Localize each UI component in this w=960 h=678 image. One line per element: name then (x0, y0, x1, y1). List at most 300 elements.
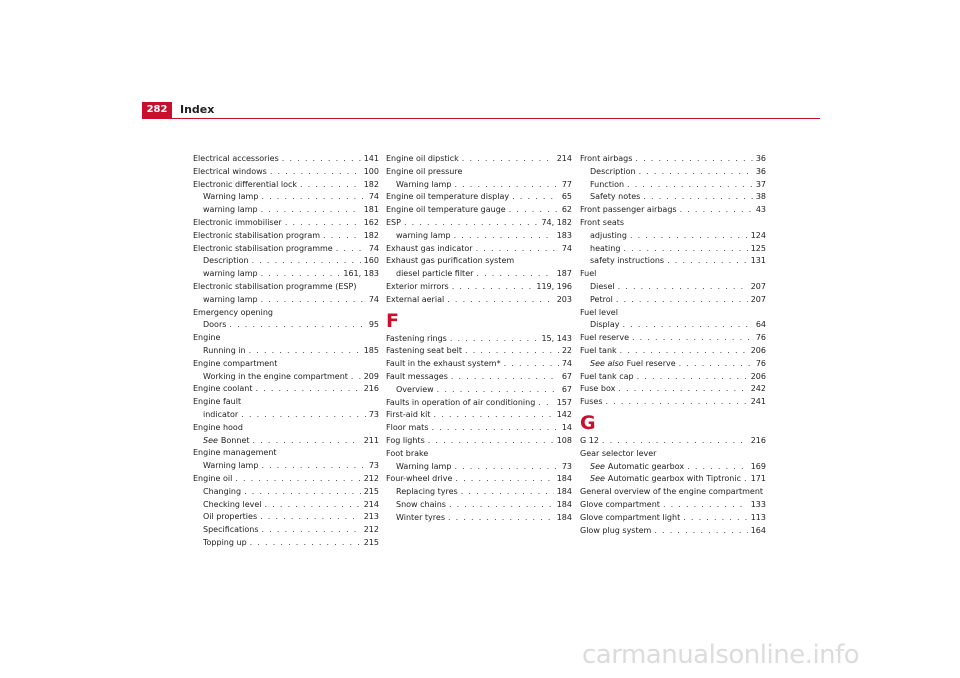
dot-leader (336, 243, 366, 256)
index-entry (386, 294, 572, 307)
entry-page: 142 (556, 410, 572, 420)
index-entry (193, 435, 379, 448)
entry-label: Engine oil (193, 473, 233, 483)
entry-label: Engine hood (193, 422, 243, 432)
entry-label: Engine oil pressure (386, 166, 463, 176)
entry-label: Engine (193, 333, 221, 343)
index-entry (386, 281, 572, 294)
entry-page: 36 (755, 166, 766, 176)
index-entry (193, 294, 379, 307)
entry-label: Running in (203, 345, 246, 355)
entry-page: 185 (363, 345, 379, 355)
dot-leader (623, 243, 747, 256)
dot-leader (404, 217, 538, 230)
dot-leader (351, 371, 361, 384)
entry-label: heating (590, 243, 621, 253)
index-entry (580, 230, 766, 243)
see-reference: See (590, 461, 605, 471)
entry-page: 157 (556, 397, 572, 407)
dot-leader (454, 461, 558, 474)
entry-label: Engine fault (193, 397, 242, 407)
dot-leader (437, 384, 559, 397)
entry-page: 141 (363, 154, 379, 163)
entry-label: Front seats (580, 217, 625, 227)
dot-leader (300, 179, 361, 192)
dot-leader (476, 243, 559, 256)
entry-label: Electronic stabilisation programme (193, 243, 333, 253)
entry-page: 14 (561, 423, 572, 433)
dot-leader (654, 525, 747, 538)
entry-label: Exhaust gas purification system (386, 256, 515, 266)
entry-page: 15, 143 (541, 333, 572, 343)
entry-page: 203 (556, 294, 572, 304)
entry-page: 187 (556, 269, 572, 279)
entry-label: Bonnet (220, 435, 250, 445)
index-entry (580, 179, 766, 192)
dot-leader (635, 153, 752, 166)
entry-page: 182 (363, 230, 379, 240)
dot-leader (450, 333, 539, 346)
page-title: Index (180, 103, 215, 116)
entry-label: Petrol (590, 294, 613, 304)
dot-leader (261, 294, 366, 307)
entry-label: Automatic gearbox (607, 461, 685, 471)
entry-label: Description (203, 256, 249, 266)
index-entry (580, 268, 766, 281)
entry-label: Fuel reserve (626, 358, 676, 368)
entry-label: Engine coolant (193, 384, 253, 394)
index-entry (193, 281, 379, 294)
index-entry (580, 358, 766, 371)
entry-label: Changing (203, 486, 242, 496)
index-column-3 (580, 153, 766, 537)
index-entry (386, 179, 572, 192)
entry-page: 36 (755, 154, 766, 163)
index-entry (193, 179, 379, 192)
entry-label: warning lamp (203, 294, 258, 304)
entry-page: 215 (363, 486, 379, 496)
index-entry (386, 191, 572, 204)
entry-page: 161, 183 (343, 269, 379, 279)
entry-label: Glove compartment light (580, 512, 681, 522)
dot-leader (452, 281, 534, 294)
entry-page: 183 (556, 230, 572, 240)
entry-page: 169 (750, 461, 766, 471)
entry-page: 160 (363, 256, 379, 266)
index-entry (193, 230, 379, 243)
entry-label: Fault messages (386, 371, 448, 381)
index-entry (580, 435, 766, 448)
index-entry (193, 371, 379, 384)
entry-page: 162 (363, 217, 379, 227)
entry-page: 242 (750, 384, 766, 394)
entry-label: Exterior mirrors (386, 281, 449, 291)
index-entry (386, 499, 572, 512)
index-entry (580, 255, 766, 268)
entry-page: 214 (363, 499, 379, 509)
index-entry (580, 166, 766, 179)
entry-label: Emergency opening (193, 307, 273, 317)
entry-label: diesel particle filter (396, 269, 474, 279)
index-entry (386, 153, 572, 166)
entry-page: 67 (561, 371, 572, 381)
index-entry (386, 345, 572, 358)
entry-label: safety instructions (590, 256, 665, 266)
dot-leader (261, 204, 361, 217)
entry-page: 95 (368, 320, 379, 330)
dot-leader (262, 524, 361, 537)
entry-page: 43 (755, 205, 766, 215)
entry-page: 215 (363, 537, 379, 547)
index-entry (193, 345, 379, 358)
entry-page: 73 (368, 461, 379, 471)
entry-page: 206 (750, 371, 766, 381)
dot-leader (447, 294, 554, 307)
dot-leader (683, 512, 748, 525)
entry-page: 213 (363, 512, 379, 522)
entry-page: 74, 182 (541, 217, 572, 227)
entry-page: 100 (363, 166, 379, 176)
index-entry (193, 511, 379, 524)
entry-label: Fastening rings (386, 333, 447, 343)
entry-label: warning lamp (203, 269, 258, 279)
entry-label: Four-wheel drive (386, 474, 453, 484)
dot-leader (250, 537, 361, 550)
dot-leader (255, 383, 360, 396)
entry-page: 209 (363, 371, 379, 381)
entry-page: 133 (750, 499, 766, 509)
header-rule (142, 118, 820, 119)
index-entry (193, 537, 379, 550)
index-entry (193, 460, 379, 473)
index-entry (580, 383, 766, 396)
entry-page: 212 (363, 473, 379, 483)
dot-leader (428, 435, 554, 448)
entry-page: 207 (750, 281, 766, 291)
index-entry (580, 204, 766, 217)
dot-leader (679, 358, 753, 371)
dot-leader (465, 345, 559, 358)
entry-label: Winter tyres (396, 512, 445, 522)
entry-label: Fuel (580, 269, 597, 279)
page-number: 282 (142, 102, 172, 118)
index-entry (193, 383, 379, 396)
index-entry (386, 358, 572, 371)
dot-leader (433, 409, 553, 422)
entry-label: Fuel tank cap (580, 371, 634, 381)
dot-leader (244, 486, 361, 499)
dot-leader (632, 332, 753, 345)
dot-leader (639, 166, 753, 179)
entry-label: Specifications (203, 525, 259, 535)
entry-page: 182 (363, 179, 379, 189)
entry-page: 216 (363, 384, 379, 394)
dot-leader (265, 499, 361, 512)
entry-label: Fastening seat belt (386, 346, 463, 356)
index-entry (193, 409, 379, 422)
dot-leader (253, 435, 361, 448)
entry-page: 212 (363, 525, 379, 535)
entry-page: 124 (750, 230, 766, 240)
index-entry (386, 435, 572, 448)
entry-label: Fault in the exhaust system* (386, 359, 501, 369)
dot-leader (323, 230, 361, 243)
dot-leader (630, 230, 748, 243)
index-entry (193, 204, 379, 217)
index-entry (193, 153, 379, 166)
dot-leader (260, 511, 361, 524)
entry-label: Working in the engine compartment (203, 371, 348, 381)
entry-label: Engine oil temperature display (386, 192, 510, 202)
entry-label: Engine compartment (193, 358, 278, 368)
index-entry (580, 281, 766, 294)
index-entry (386, 409, 572, 422)
entry-label: G 12 (580, 435, 599, 445)
dot-leader (454, 230, 554, 243)
entry-label: Warning lamp (203, 461, 259, 471)
entry-label: Front passenger airbags (580, 205, 677, 215)
dot-leader (448, 512, 554, 525)
dot-leader (623, 319, 753, 332)
index-column-2 (386, 153, 572, 525)
dot-leader (241, 409, 366, 422)
index-entry (580, 243, 766, 256)
dot-leader (261, 460, 365, 473)
entry-label: warning lamp (203, 205, 258, 215)
entry-page: 184 (556, 499, 572, 509)
index-entry (580, 332, 766, 345)
entry-label: Glow plug system (580, 525, 652, 535)
dot-leader (618, 383, 747, 396)
dot-leader (744, 473, 748, 486)
entry-label: Electronic immobiliser (193, 217, 282, 227)
entry-label: Gear selector lever (580, 448, 657, 458)
dot-leader (476, 268, 553, 281)
entry-page: 216 (750, 435, 766, 445)
entry-label: Checking level (203, 499, 262, 509)
entry-label: Description (590, 166, 636, 176)
entry-page: 73 (368, 409, 379, 419)
index-entry (386, 268, 572, 281)
entry-label: Warning lamp (396, 461, 452, 471)
entry-label: Doors (203, 320, 227, 330)
entry-label: Diesel (590, 281, 615, 291)
dot-leader (431, 422, 558, 435)
index-entry (193, 217, 379, 230)
index-entry (580, 525, 766, 538)
entry-page: 74 (561, 243, 572, 253)
entry-label: Oil properties (203, 512, 258, 522)
entry-page: 67 (561, 384, 572, 394)
entry-label: Electrical windows (193, 166, 267, 176)
entry-page: 181 (363, 205, 379, 215)
entry-label: Glove compartment (580, 499, 660, 509)
entry-label: ESP (386, 217, 401, 227)
entry-page: 119, 196 (536, 281, 572, 291)
entry-page: 164 (750, 525, 766, 535)
entry-label: warning lamp (396, 230, 451, 240)
dot-leader (680, 204, 753, 217)
entry-page: 184 (556, 474, 572, 484)
dot-leader (261, 191, 365, 204)
index-entry (386, 204, 572, 217)
entry-label: Foot brake (386, 448, 429, 458)
entry-page: 64 (755, 320, 766, 330)
entry-label: Front airbags (580, 154, 633, 163)
entry-label: Replacing tyres (396, 487, 458, 497)
entry-label: indicator (203, 409, 239, 419)
entry-page: 211 (363, 435, 379, 445)
index-entry (193, 332, 379, 345)
dot-leader (461, 486, 554, 499)
dot-leader (602, 435, 748, 448)
index-entry (193, 447, 379, 460)
dot-leader (618, 281, 748, 294)
index-entry (193, 499, 379, 512)
entry-page: 62 (561, 205, 572, 215)
entry-label: General overview of the engine compartment (580, 487, 764, 497)
index-entry (386, 422, 572, 435)
index-entry (580, 319, 766, 332)
index-entry (580, 396, 766, 409)
dot-leader (637, 371, 748, 384)
dot-leader (229, 319, 365, 332)
index-entry (386, 243, 572, 256)
dot-leader (504, 358, 559, 371)
entry-label: Floor mats (386, 423, 429, 433)
entry-label: Engine oil dipstick (386, 154, 459, 163)
entry-page: 125 (750, 243, 766, 253)
entry-page: 38 (755, 192, 766, 202)
index-entry (580, 217, 766, 230)
entry-page: 74 (561, 359, 572, 369)
dot-leader (249, 345, 361, 358)
entry-page: 73 (561, 461, 572, 471)
index-entry (580, 191, 766, 204)
index-entry (580, 486, 766, 499)
index-entry (386, 397, 572, 410)
index-entry (580, 307, 766, 320)
dot-leader (687, 461, 748, 474)
index-entry (580, 499, 766, 512)
entry-page: 206 (750, 345, 766, 355)
entry-page: 214 (556, 154, 572, 163)
entry-label: Faults in operation of air conditioning (386, 397, 536, 407)
entry-label: Topping up (203, 537, 247, 547)
entry-page: 74 (368, 294, 379, 304)
entry-page: 113 (750, 512, 766, 522)
dot-leader (606, 396, 748, 409)
entry-label: External aerial (386, 294, 445, 304)
index-entry (580, 461, 766, 474)
entry-label: Function (590, 179, 625, 189)
dot-leader (538, 397, 553, 410)
index-entry (193, 486, 379, 499)
dot-leader (270, 166, 361, 179)
dot-leader (455, 473, 553, 486)
index-entry (386, 448, 572, 461)
dot-leader (261, 268, 341, 281)
entry-label: Engine management (193, 448, 277, 458)
index-entry (580, 512, 766, 525)
see-reference: See also (590, 358, 624, 368)
entry-page: 74 (368, 192, 379, 202)
index-entry (580, 473, 766, 486)
index-entry (193, 243, 379, 256)
entry-page: 184 (556, 512, 572, 522)
entry-page: 108 (556, 435, 572, 445)
entry-label: Fuel level (580, 307, 618, 317)
index-entry (193, 473, 379, 486)
entry-page: 184 (556, 487, 572, 497)
index-entry (386, 371, 572, 384)
dot-leader (627, 179, 753, 192)
index-entry (193, 255, 379, 268)
index-entry (386, 512, 572, 525)
entry-label: adjusting (590, 230, 627, 240)
entry-label: Overview (396, 384, 434, 394)
watermark-logo: carmanualsonline.info (582, 640, 860, 670)
index-entry (386, 166, 572, 179)
index-column-1 (193, 153, 379, 550)
dot-leader (667, 255, 748, 268)
entry-label: Fuses (580, 397, 603, 407)
dot-leader (512, 191, 559, 204)
entry-label: Fog lights (386, 435, 425, 445)
index-entry (193, 524, 379, 537)
entry-label: Electronic stabilisation program (193, 230, 321, 240)
index-entry (386, 384, 572, 397)
entry-label: Warning lamp (203, 192, 259, 202)
dot-leader (643, 191, 752, 204)
entry-page: 22 (561, 346, 572, 356)
index-entry (386, 255, 572, 268)
index-entry (386, 230, 572, 243)
index-entry (386, 486, 572, 499)
index-entry (386, 461, 572, 474)
dot-leader (449, 499, 554, 512)
index-entry (193, 191, 379, 204)
entry-label: Display (590, 320, 620, 330)
index-entry (193, 268, 379, 281)
section-letter: G (580, 411, 596, 434)
entry-label: First-aid kit (386, 410, 431, 420)
index-entry (580, 345, 766, 358)
entry-label: Electrical accessories (193, 154, 279, 163)
entry-page: 74 (368, 243, 379, 253)
entry-page: 131 (750, 256, 766, 266)
entry-label: Fuel tank (580, 345, 617, 355)
dot-leader (663, 499, 748, 512)
entry-label: Automatic gearbox with Tiptronic (607, 474, 741, 484)
entry-page: 76 (755, 358, 766, 368)
entry-page: 37 (755, 179, 766, 189)
dot-leader (509, 204, 559, 217)
dot-leader (252, 255, 361, 268)
index-entry (193, 358, 379, 371)
dot-leader (282, 153, 361, 166)
entry-label: Electronic stabilisation programme (ESP) (193, 281, 357, 291)
entry-page: 207 (750, 294, 766, 304)
index-entry (193, 319, 379, 332)
index-entry (386, 473, 572, 486)
dot-leader (620, 345, 748, 358)
entry-page: 77 (561, 179, 572, 189)
dot-leader (462, 153, 554, 166)
index-entry (193, 166, 379, 179)
index-entry (193, 396, 379, 409)
entry-label: Fuse box (580, 384, 616, 394)
